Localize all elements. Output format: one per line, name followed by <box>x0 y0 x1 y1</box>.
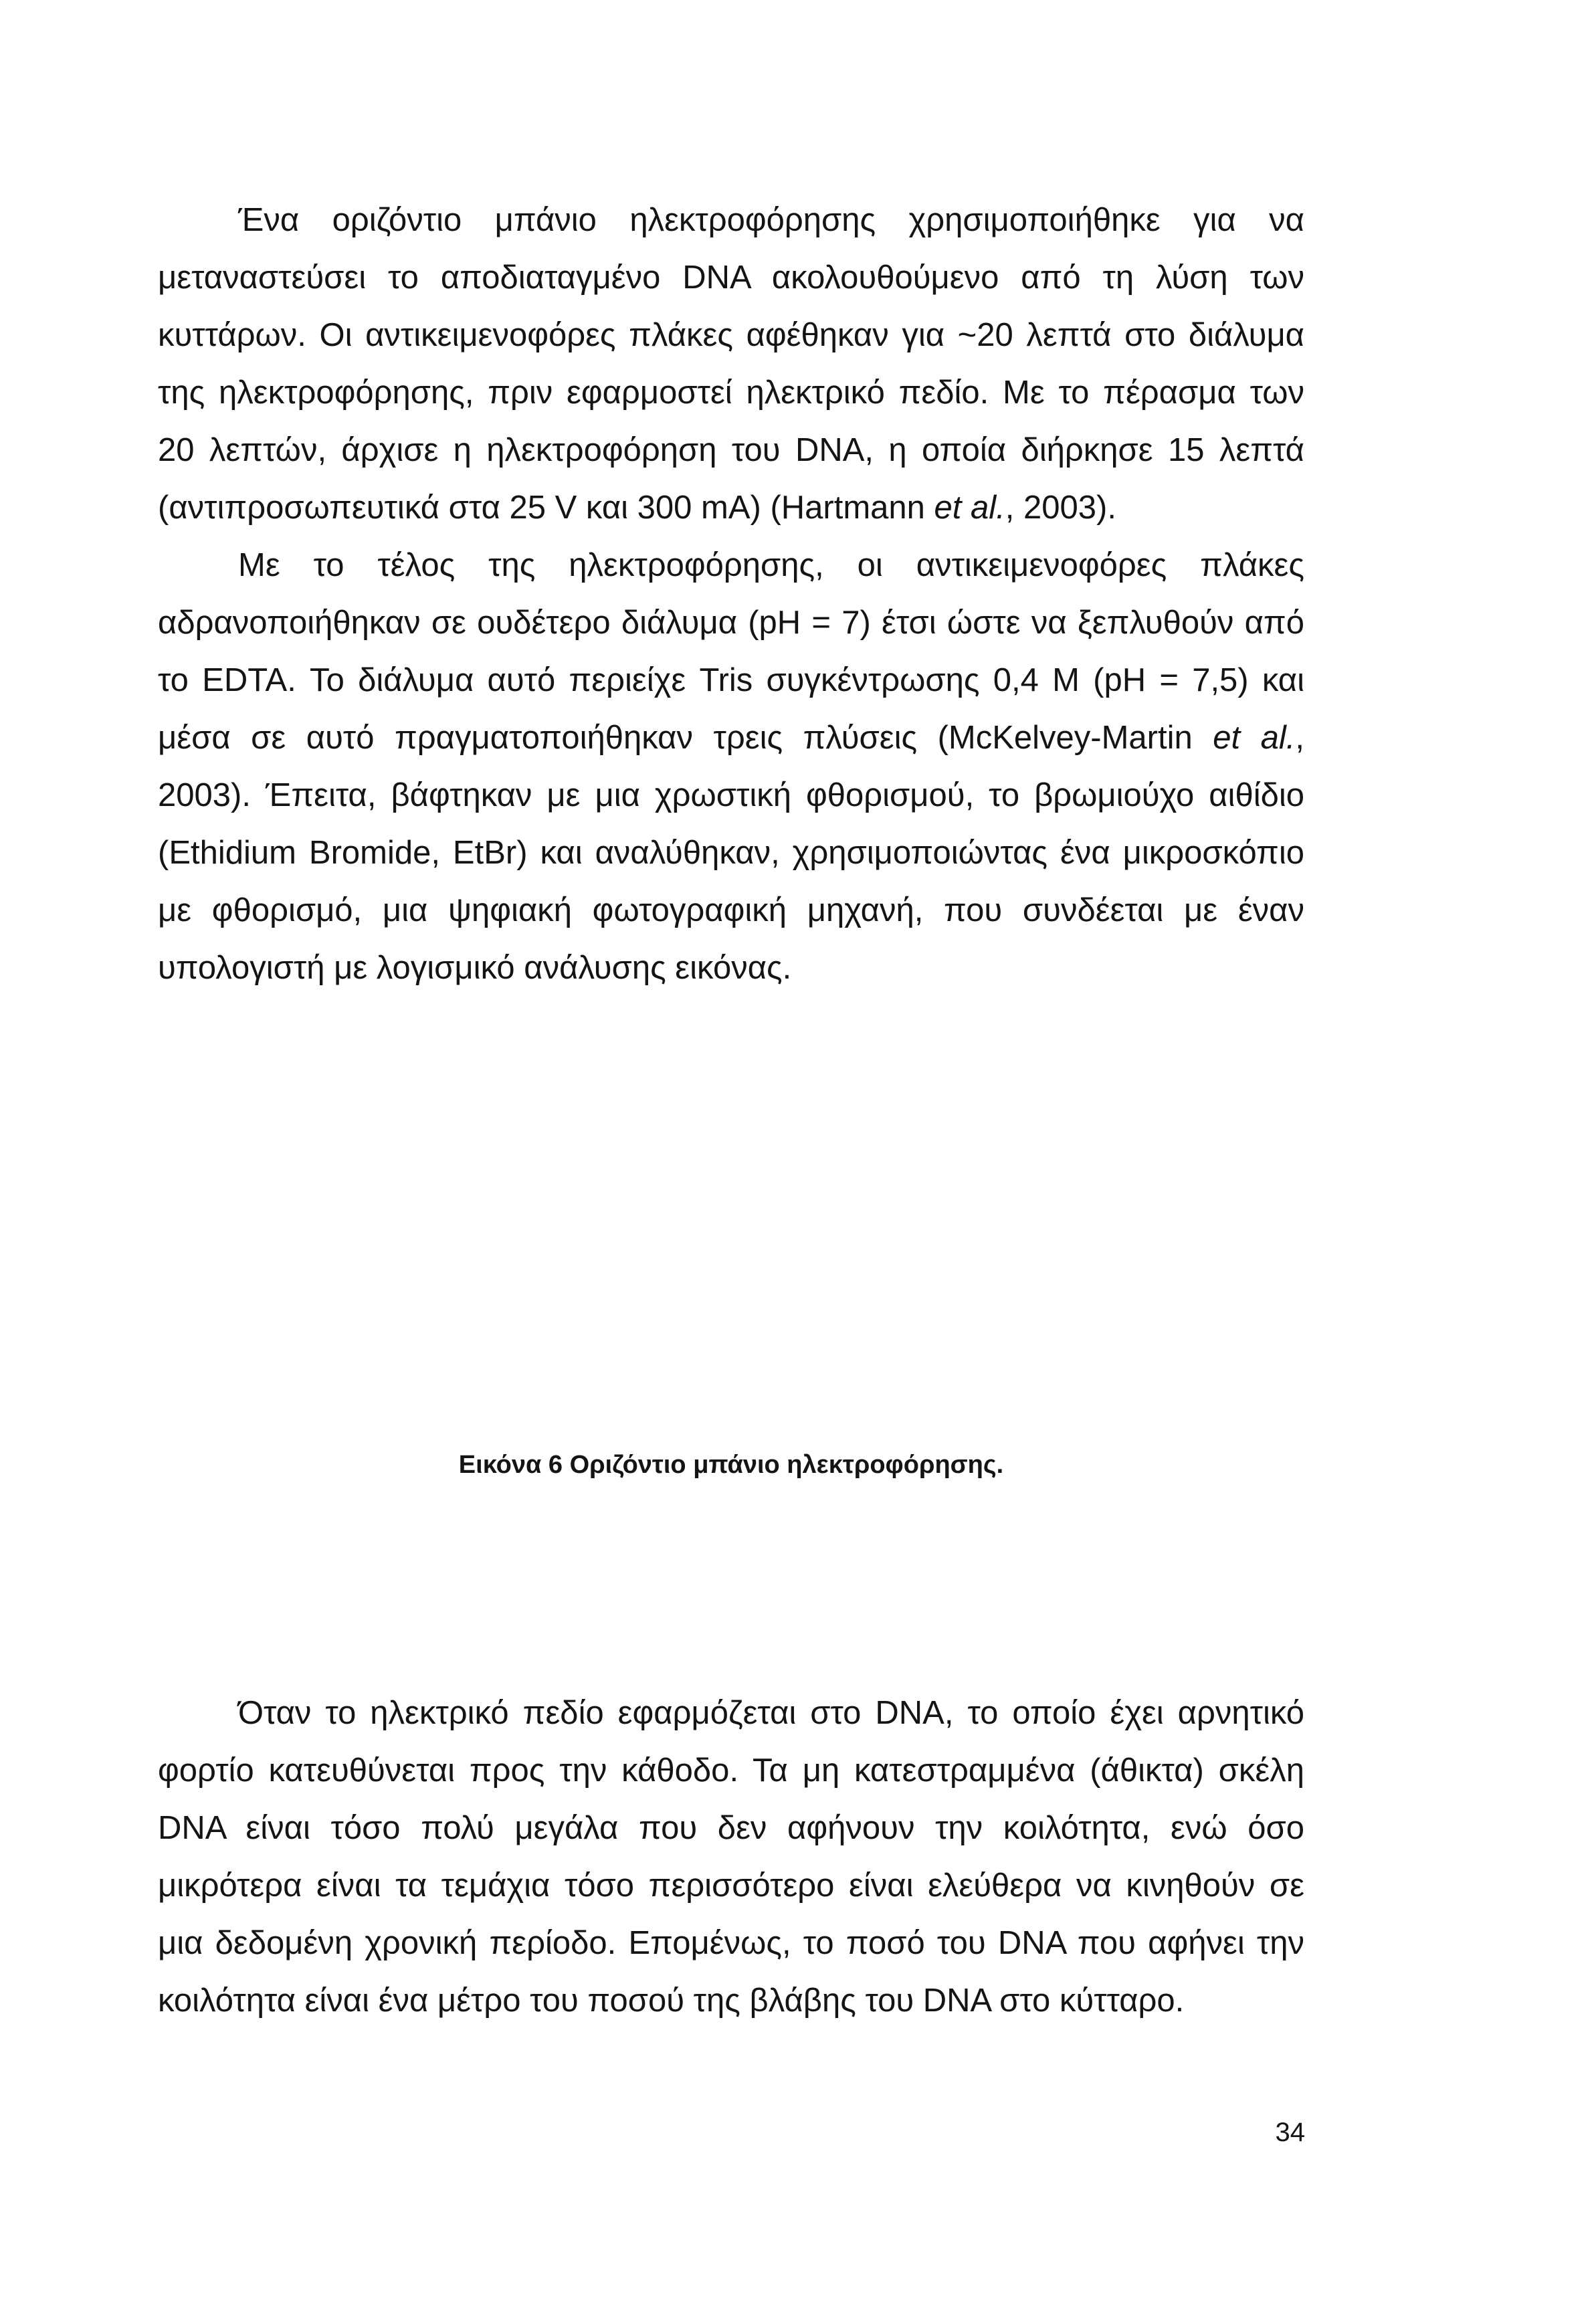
text-run: Με το τέλος της ηλεκτροφόρησης, οι αντικειμενοφόρες πλάκες αδρανοποιήθηκαν σε ουδέτερο διάλυμα (pH = 7) έτσι ώστε να ξεπλυθούν από το EDTA. Το διάλυμα αυτό περιείχε Tris συγκέντρωσης 0,4 M (pH = 7,5) και μέσα σε αυτό πραγματοποιήθηκαν τρεις πλύσεις (McKelvey-Martin <box>158 547 1304 756</box>
text-run: , 2003). <box>1005 490 1116 526</box>
italic-run: et al. <box>934 490 1005 526</box>
paragraph-neutralization-staining <box>158 536 1304 997</box>
italic-run: et al. <box>1213 720 1296 756</box>
text-run: , 2003). Έπειτα, βάφτηκαν με μια χρωστική φθορισμού, το βρωμιούχο αιθίδιο (Ethidium Bromide, EtBr) και αναλύθηκαν, χρησιμοποιώντας ένα μικροσκόπιο με φθορισμό, μια ψηφιακή φωτογραφική μηχανή, που συνδέεται με έναν υπολογιστή με λογισμικό ανάλυσης εικόνας. <box>158 720 1304 986</box>
text-run: Όταν το ηλεκτρικό πεδίο εφαρμόζεται στο DNA, το οποίο έχει αρνητικό φορτίο κατευθύνεται προς την κάθοδο. Τα μη κατεστραμμένα (άθικτα) σκέλη DNA είναι τόσο πολύ μεγάλα που δεν αφήνουν την κοιλότητα, ενώ όσο μικρότερα είναι τα τεμάχια τόσο περισσότερο είναι ελεύθερα να κινηθούν σε μια δεδομένη χρονική περίοδο. Επομένως, το ποσό του DNA που αφήνει την κοιλότητα είναι ένα μέτρο του ποσού της βλάβης του DNA στο κύτταρο. <box>158 1695 1304 2019</box>
text-run: Ένα οριζόντιο μπάνιο ηλεκτροφόρησης χρησιμοποιήθηκε για να μεταναστεύσει το αποδιαταγμένο DNA ακολουθούμενο από τη λύση των κυττάρων. Οι αντικειμενοφόρες πλάκες αφέθηκαν για ~20 λεπτά στο διάλυμα της ηλεκτροφόρησης, πριν εφαρμοστεί ηλεκτρικό πεδίο. Με το πέρασμα των 20 λεπτών, άρχισε η ηλεκτροφόρηση του DNA, η οποία διήρκησε 15 λεπτά (αντιπροσωπευτικά στα 25 V και 300 mA) (Hartmann <box>158 202 1304 526</box>
paragraph-method-electrophoresis <box>158 191 1304 536</box>
figure-caption: Εικόνα 6 Οριζόντιο μπάνιο ηλεκτροφόρησης. <box>458 1451 1004 1479</box>
paragraph-dna-migration <box>158 1684 1304 2029</box>
page-number: 34 <box>1275 2118 1305 2147</box>
